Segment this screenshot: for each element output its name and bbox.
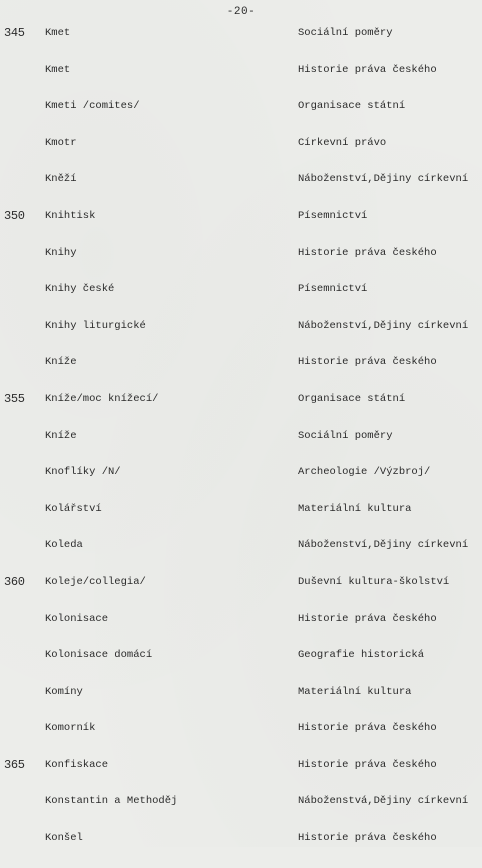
- index-row: [0, 685, 482, 722]
- entry-category: Historie práva českého: [298, 832, 437, 845]
- index-row: [0, 831, 482, 868]
- entry-category: Historie práva českého: [298, 612, 437, 625]
- index-row: [0, 612, 482, 649]
- entry-number: 350: [4, 208, 25, 223]
- entry-term: Kolonisace: [45, 612, 109, 625]
- entry-term: Kníže: [45, 429, 77, 442]
- index-row: [0, 721, 482, 758]
- entry-term: Knihtisk: [45, 209, 96, 222]
- index-row: [0, 758, 482, 795]
- index-row: [0, 209, 482, 246]
- entry-term: Kolonisace domácí: [45, 649, 153, 662]
- index-row: [0, 502, 482, 539]
- index-row: [0, 429, 482, 466]
- index-row: [0, 172, 482, 209]
- entry-term: Koleje/collegia/: [45, 575, 146, 588]
- entry-term: Komorník: [45, 722, 96, 735]
- entry-category: Geografie historická: [298, 649, 425, 662]
- entry-term: Kolářství: [45, 502, 102, 515]
- entry-number: 360: [4, 574, 25, 589]
- index-row: [0, 319, 482, 356]
- index-row: [0, 575, 482, 612]
- entry-term: Koleda: [45, 539, 83, 552]
- entry-term: Komíny: [45, 685, 83, 698]
- entry-term: Kněží: [45, 173, 77, 186]
- entry-category: Náboženství,Dějiny církevní: [298, 539, 469, 552]
- entry-number: 345: [4, 26, 25, 40]
- entry-term: Konšel: [45, 832, 83, 845]
- index-row: [0, 282, 482, 319]
- index-row: [0, 794, 482, 831]
- entry-category: Sociální poměry: [298, 27, 393, 39]
- entry-category: Písemnictví: [298, 283, 368, 296]
- entry-term: Kmeti /comites/: [45, 100, 140, 113]
- entry-category: Historie práva českého: [298, 246, 437, 259]
- entry-category: Sociální poměry: [298, 429, 393, 442]
- entry-category: Duševní kultura-školství: [298, 575, 450, 588]
- index-row: [0, 246, 482, 283]
- entry-term: Konstantin a Methoděj: [45, 795, 178, 808]
- entry-term: Knihy liturgické: [45, 319, 146, 332]
- entry-category: Historie práva českého: [298, 722, 437, 735]
- entry-term: Kmet: [45, 63, 71, 76]
- index-row: [0, 99, 482, 136]
- index-row: [0, 63, 482, 100]
- entry-category: Organisace státní: [298, 392, 406, 405]
- entry-category: Náboženstvá,Dějiny církevní: [298, 795, 469, 808]
- entry-category: Historie práva českého: [298, 758, 437, 771]
- entry-term: Knihy české: [45, 283, 115, 296]
- entry-number: 365: [4, 757, 25, 772]
- index-row: [0, 26, 482, 63]
- page-number: -20-: [226, 6, 256, 18]
- entry-category: Organisace státní: [298, 100, 406, 113]
- index-row: [0, 465, 482, 502]
- index-row: [0, 538, 482, 575]
- entry-category: Historie práva českého: [298, 356, 437, 369]
- entry-category: Náboženství,Dějiny církevní: [298, 319, 469, 332]
- entry-category: Historie práva českého: [298, 63, 437, 76]
- entry-category: Materiální kultura: [298, 685, 412, 698]
- entry-term: Knoflíky /N/: [45, 466, 121, 479]
- entry-term: Kníže/moc knížecí/: [45, 392, 159, 405]
- entry-category: Náboženství,Dějiny církevní: [298, 173, 469, 186]
- entry-term: Kníže: [45, 356, 77, 369]
- entry-category: Archeologie /Výzbroj/: [298, 466, 431, 479]
- index-row: [0, 648, 482, 685]
- entry-term: Konfiskace: [45, 758, 109, 771]
- entry-term: Kmotr: [45, 136, 77, 149]
- entry-category: Písemnictví: [298, 209, 368, 222]
- entry-term: Knihy: [45, 246, 77, 259]
- index-row: [0, 136, 482, 173]
- entry-category: Materiální kultura: [298, 502, 412, 515]
- entry-term: Kmet: [45, 27, 71, 39]
- index-row: [0, 355, 482, 392]
- index-list: [0, 26, 482, 868]
- entry-category: Církevní právo: [298, 136, 387, 149]
- index-row: [0, 392, 482, 429]
- entry-number: 355: [4, 391, 25, 406]
